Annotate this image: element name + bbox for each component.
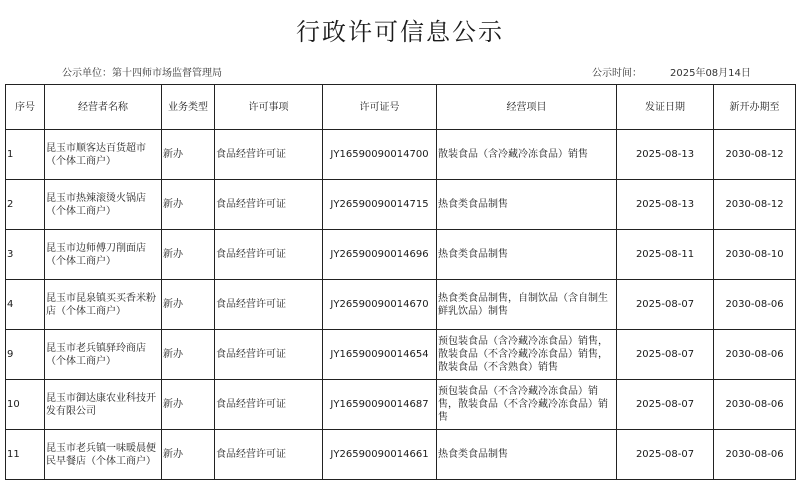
header-row — [6, 85, 796, 130]
row-index: 10 — [6, 380, 45, 430]
row-valid-until: 2030-08-12 — [714, 130, 796, 180]
header-cell-operator: 经营者名称 — [45, 85, 162, 130]
row-index: 4 — [6, 280, 45, 330]
row-business-type: 新办 — [162, 130, 215, 180]
row-license-item: 食品经营许可证 — [215, 280, 323, 330]
row-license-item: 食品经营许可证 — [215, 130, 323, 180]
row-license-number: JY16590090014687 — [323, 380, 437, 430]
row-issue-date: 2025-08-07 — [617, 280, 714, 330]
row-business-scope: 预包装食品（不含冷藏冷冻食品）销售，散装食品（不含冷藏冷冻食品）销售 — [437, 380, 617, 430]
row-business-type: 新办 — [162, 180, 215, 230]
issuer-line — [62, 64, 222, 79]
table-row — [6, 330, 796, 380]
row-valid-until: 2030-08-10 — [714, 230, 796, 280]
table-row — [6, 130, 796, 180]
publish-time-label: 公示时间： — [592, 68, 642, 79]
row-valid-until: 2030-08-06 — [714, 330, 796, 380]
row-issue-date: 2025-08-07 — [617, 330, 714, 380]
row-license-number: JY26590090014696 — [323, 230, 437, 280]
row-index: 11 — [6, 430, 45, 480]
row-operator: 昆玉市顺客达百货超市（个体工商户） — [45, 130, 162, 180]
row-operator: 昆玉市昆泉镇买买香米粉店（个体工商户） — [45, 280, 162, 330]
header-cell-license-item: 许可事项 — [215, 85, 323, 130]
row-license-item: 食品经营许可证 — [215, 380, 323, 430]
table-row — [6, 430, 796, 480]
publish-time-line — [592, 64, 751, 79]
row-business-scope: 预包装食品（含冷藏冷冻食品）销售，散装食品（不含冷藏冷冻食品）销售，散装食品（不含熟食）销售 — [437, 330, 617, 380]
row-license-number: JY26590090014670 — [323, 280, 437, 330]
row-license-item: 食品经营许可证 — [215, 230, 323, 280]
table-row — [6, 230, 796, 280]
row-issue-date: 2025-08-13 — [617, 130, 714, 180]
row-business-type: 新办 — [162, 430, 215, 480]
row-valid-until: 2030-08-06 — [714, 280, 796, 330]
row-issue-date: 2025-08-07 — [617, 380, 714, 430]
header-cell-business-scope: 经营项目 — [437, 85, 617, 130]
row-license-item: 食品经营许可证 — [215, 430, 323, 480]
row-index: 2 — [6, 180, 45, 230]
row-license-number: JY26590090014661 — [323, 430, 437, 480]
row-business-scope: 热食类食品制售 — [437, 430, 617, 480]
header-cell-business-type: 业务类型 — [162, 85, 215, 130]
row-business-type: 新办 — [162, 230, 215, 280]
row-license-number: JY16590090014654 — [323, 330, 437, 380]
row-business-scope: 热食类食品制售 — [437, 180, 617, 230]
row-operator: 昆玉市御达康农业科技开发有限公司 — [45, 380, 162, 430]
row-index: 9 — [6, 330, 45, 380]
row-business-type: 新办 — [162, 330, 215, 380]
row-valid-until: 2030-08-06 — [714, 430, 796, 480]
row-issue-date: 2025-08-07 — [617, 430, 714, 480]
row-business-type: 新办 — [162, 280, 215, 330]
row-business-scope: 热食类食品制售 — [437, 230, 617, 280]
row-operator: 昆玉市边师傅刀削面店（个体工商户） — [45, 230, 162, 280]
row-operator: 昆玉市热辣滚烫火锅店（个体工商户） — [45, 180, 162, 230]
row-operator: 昆玉市老兵镇一味暖晨便民早餐店（个体工商户） — [45, 430, 162, 480]
header-cell-index: 序号 — [6, 85, 45, 130]
row-business-scope: 热食类食品制售，自制饮品（含自制生鲜乳饮品）制售 — [437, 280, 617, 330]
issuer-label: 公示单位： — [62, 68, 112, 79]
row-index: 3 — [6, 230, 45, 280]
row-valid-until: 2030-08-06 — [714, 380, 796, 430]
row-license-item: 食品经营许可证 — [215, 180, 323, 230]
row-business-type: 新办 — [162, 380, 215, 430]
table-row — [6, 180, 796, 230]
row-license-number: JY16590090014700 — [323, 130, 437, 180]
page-title: 行政许可信息公示 — [296, 18, 504, 46]
row-index: 1 — [6, 130, 45, 180]
issuer-name: 第十四师市场监督管理局 — [112, 68, 222, 79]
publish-time-value: 2025年08月14日 — [670, 68, 751, 79]
row-operator: 昆玉市老兵镇驿玲商店（个体工商户） — [45, 330, 162, 380]
row-license-item: 食品经营许可证 — [215, 330, 323, 380]
table-row — [6, 280, 796, 330]
license-table — [5, 84, 796, 480]
header-cell-license-number: 许可证号 — [323, 85, 437, 130]
row-license-number: JY26590090014715 — [323, 180, 437, 230]
row-business-scope: 散装食品（含冷藏冷冻食品）销售 — [437, 130, 617, 180]
header-cell-issue-date: 发证日期 — [617, 85, 714, 130]
header-cell-valid-until: 新开办期至 — [714, 85, 796, 130]
row-valid-until: 2030-08-12 — [714, 180, 796, 230]
row-issue-date: 2025-08-11 — [617, 230, 714, 280]
row-issue-date: 2025-08-13 — [617, 180, 714, 230]
table-row — [6, 380, 796, 430]
